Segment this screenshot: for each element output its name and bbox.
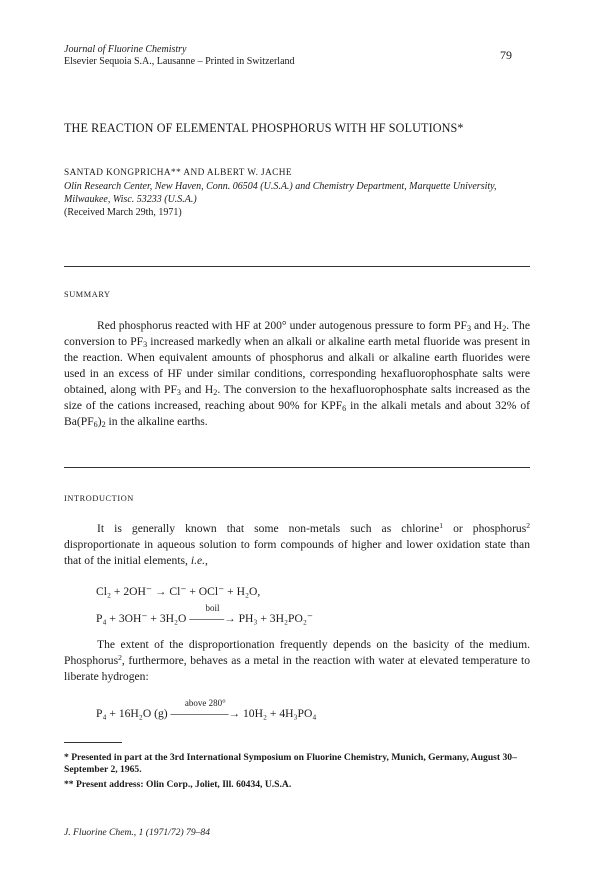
affiliation: Olin Research Center, New Haven, Conn. 06504 (U.S.A.) and Chemistry Department, Marquette University, Milwaukee, Wisc. 53233 (U.S.A.) [64, 181, 497, 205]
author-line: SANTAD KONGPRICHA** AND ALBERT W. JACHE [64, 168, 292, 178]
footnote-1: * Presented in part at the 3rd International Symposium on Fluorine Chemistry, Munich, Germany, August 30–September 2, 1965. [64, 752, 517, 775]
running-header [64, 44, 295, 68]
summary-text: Red phosphorus reacted with HF at 200° under autogenous pressure to form $PF_3$ and $H_2$. The conversion to $PF_3$ increased markedly when an alkali or alkaline earth metal fluoride was present in the reaction. When equivalent amounts of phosphorus and alkali or alkaline earth fluorides were used in an excess of HF under similar conditions, corresponding hexafluorophosphate salts were obtained, along with $PF_3$ and $H_2$. The conversion to the hexafluorophosphate salts increased as the size of the cations increased, reaching about 90% for $KPF_6$ in the alkali metals and about 32% of $Ba(PF_6)_2$ in the alkaline earths. [64, 319, 530, 430]
divider-rule [64, 266, 530, 267]
page-number: 79 [500, 48, 512, 62]
publisher-line: Elsevier Sequoia S.A., Lausanne – Printed in Switzerland [64, 56, 295, 67]
divider-rule [64, 467, 530, 468]
reaction-arrow: above 280° —————→ [170, 698, 241, 720]
introduction-heading: INTRODUCTION [64, 494, 134, 503]
journal-name: Journal of Fluorine Chemistry [64, 44, 187, 55]
equation-phosphorus-boil: P₄ + 3OH⁻ + 3H₂O boil ———→ PH₃ + 3H₂PO₂⁻ [96, 603, 314, 625]
received-date: (Received March 29th, 1971) [64, 207, 182, 218]
citation-footer: J. Fluorine Chem., 1 (1971/72) 79–84 [64, 827, 211, 838]
footnote-2: ** Present address: Olin Corp., Joliet, Ill. 60434, U.S.A. [64, 779, 292, 790]
footnote-rule [64, 742, 122, 743]
reaction-arrow: boil ———→ [189, 603, 236, 625]
equation-chlorine: Cl₂ + 2OH⁻ → Cl⁻ + OCl⁻ + H₂O, [96, 585, 261, 598]
introduction-paragraph-1: It is generally known that some non-metals such as chlorine$^1$ or phosphorus$^2$ disproportionate in aqueous solution to form compounds of higher and lower oxidation state than that of the initial elements, i.e., [64, 520, 531, 567]
equation-phosphorus-water: P₄ + 16H₂O (g) above 280° —————→ 10H₂ + 4H₃PO₄ [96, 698, 317, 720]
summary-heading: SUMMARY [64, 290, 111, 299]
introduction-paragraph-2: The extent of the disproportionation frequently depends on the basicity of the medium. Phosphorus$^2$, furthermore, behaves as a metal in the reaction with water at elevated temperature to liberate hydrogen: [64, 638, 530, 683]
article-title: THE REACTION OF ELEMENTAL PHOSPHORUS WITH HF SOLUTIONS* [64, 121, 464, 135]
